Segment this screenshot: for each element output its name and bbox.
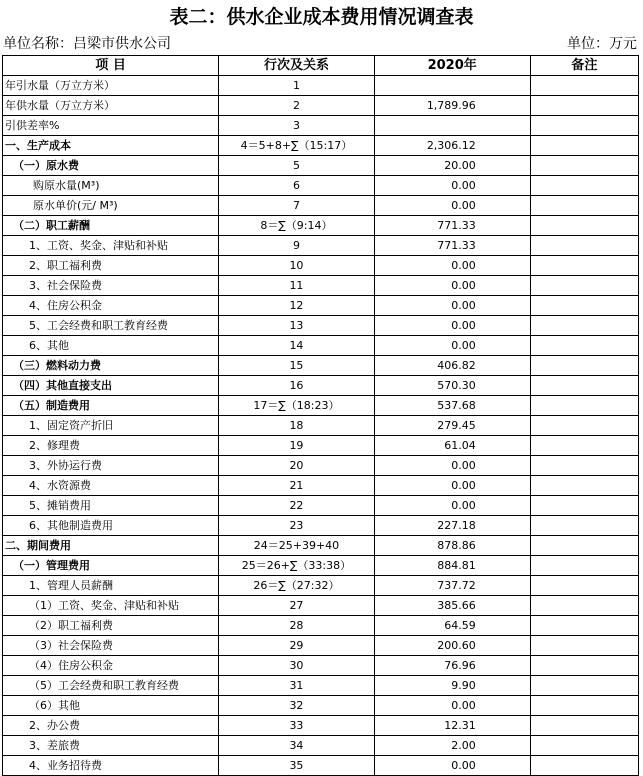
row-value-cell: 12.31: [374, 716, 530, 736]
table-row: [3, 456, 639, 476]
row-remarks-cell: [530, 596, 638, 616]
row-relation-cell: 21: [219, 476, 374, 496]
row-remarks-cell: [530, 176, 638, 196]
row-remarks-cell: [530, 316, 638, 336]
table-row: [3, 736, 639, 756]
table-row: [3, 196, 639, 216]
row-item-cell: 引供差率%: [3, 116, 219, 136]
table-row: [3, 576, 639, 596]
unit-name-label: 单位名称：吕梁市供水公司: [3, 36, 171, 52]
table-row: [3, 656, 639, 676]
row-item-cell: （五）制造费用: [3, 396, 219, 416]
table-row: [3, 376, 639, 396]
row-relation-cell: 30: [219, 656, 374, 676]
row-item-cell: 4、住房公积金: [3, 296, 219, 316]
row-relation-cell: 12: [219, 296, 374, 316]
row-value-cell: 0.00: [374, 256, 530, 276]
row-relation-cell: 28: [219, 616, 374, 636]
row-value-cell: 279.45: [374, 416, 530, 436]
row-relation-cell: 23: [219, 516, 374, 536]
row-item-cell: （1）工资、奖金、津贴和补贴: [3, 596, 219, 616]
row-value-cell: 76.96: [374, 656, 530, 676]
table-row: [3, 416, 639, 436]
table-row: [3, 596, 639, 616]
row-value-cell: 227.18: [374, 516, 530, 536]
row-value-cell: 0.00: [374, 176, 530, 196]
table-row: [3, 176, 639, 196]
row-relation-cell: 22: [219, 496, 374, 516]
row-value-cell: 0.00: [374, 756, 530, 776]
header-year-2020: 2020年: [374, 56, 530, 76]
row-item-cell: （三）燃料动力费: [3, 356, 219, 376]
table-row: [3, 496, 639, 516]
row-relation-cell: 16: [219, 376, 374, 396]
row-relation-cell: 1: [219, 76, 374, 96]
row-relation-cell: 15: [219, 356, 374, 376]
table-row: [3, 76, 639, 96]
row-value-cell: 0.00: [374, 456, 530, 476]
row-relation-cell: 8＝∑（9:14）: [219, 216, 374, 236]
row-remarks-cell: [530, 696, 638, 716]
table-row: [3, 756, 639, 776]
row-remarks-cell: [530, 296, 638, 316]
unit-label: 单位：万元: [567, 36, 637, 52]
row-value-cell: 537.68: [374, 396, 530, 416]
row-value-cell: 0.00: [374, 476, 530, 496]
row-item-cell: 年引水量（万立方米）: [3, 76, 219, 96]
row-remarks-cell: [530, 456, 638, 476]
row-remarks-cell: [530, 336, 638, 356]
row-item-cell: 1、固定资产折旧: [3, 416, 219, 436]
row-value-cell: 0.00: [374, 336, 530, 356]
row-value-cell: 737.72: [374, 576, 530, 596]
row-remarks-cell: [530, 276, 638, 296]
row-remarks-cell: [530, 716, 638, 736]
table-row: [3, 516, 639, 536]
table-row: [3, 156, 639, 176]
row-relation-cell: 18: [219, 416, 374, 436]
row-remarks-cell: [530, 616, 638, 636]
table-row: [3, 696, 639, 716]
row-value-cell: 878.86: [374, 536, 530, 556]
row-item-cell: （一）原水费: [3, 156, 219, 176]
table-row: [3, 256, 639, 276]
row-value-cell: 9.90: [374, 676, 530, 696]
row-remarks-cell: [530, 656, 638, 676]
row-value-cell: 0.00: [374, 696, 530, 716]
row-item-cell: （一）管理费用: [3, 556, 219, 576]
row-relation-cell: 5: [219, 156, 374, 176]
table-row: [3, 136, 639, 156]
row-value-cell: 0.00: [374, 496, 530, 516]
row-value-cell: 20.00: [374, 156, 530, 176]
row-value-cell: 200.60: [374, 636, 530, 656]
row-remarks-cell: [530, 436, 638, 456]
row-remarks-cell: [530, 536, 638, 556]
row-item-cell: 1、管理人员薪酬: [3, 576, 219, 596]
row-value-cell: 1,789.96: [374, 96, 530, 116]
table-row: [3, 316, 639, 336]
row-value-cell: 771.33: [374, 216, 530, 236]
header-relation: 行次及关系: [219, 56, 374, 76]
row-relation-cell: 35: [219, 756, 374, 776]
row-item-cell: 4、业务招待费: [3, 756, 219, 776]
table-row: [3, 676, 639, 696]
row-relation-cell: 32: [219, 696, 374, 716]
row-remarks-cell: [530, 76, 638, 96]
row-value-cell: 771.33: [374, 236, 530, 256]
table-row: [3, 556, 639, 576]
row-value-cell: 0.00: [374, 316, 530, 336]
row-value-cell: 884.81: [374, 556, 530, 576]
row-relation-cell: 20: [219, 456, 374, 476]
row-item-cell: （6）其他: [3, 696, 219, 716]
row-remarks-cell: [530, 396, 638, 416]
row-value-cell: 0.00: [374, 276, 530, 296]
row-remarks-cell: [530, 636, 638, 656]
row-relation-cell: 2: [219, 96, 374, 116]
row-item-cell: （4）住房公积金: [3, 656, 219, 676]
row-remarks-cell: [530, 756, 638, 776]
row-item-cell: 1、工资、奖金、津贴和补贴: [3, 236, 219, 256]
row-item-cell: 5、工会经费和职工教育经费: [3, 316, 219, 336]
row-remarks-cell: [530, 676, 638, 696]
row-relation-cell: 25＝26+∑（33:38）: [219, 556, 374, 576]
header-remarks: 备注: [530, 56, 638, 76]
row-relation-cell: 31: [219, 676, 374, 696]
row-remarks-cell: [530, 576, 638, 596]
row-remarks-cell: [530, 96, 638, 116]
row-item-cell: 6、其他: [3, 336, 219, 356]
row-item-cell: 年供水量（万立方米）: [3, 96, 219, 116]
page-title: 表二：供水企业成本费用情况调查表: [169, 6, 474, 28]
row-relation-cell: 3: [219, 116, 374, 136]
row-value-cell: 61.04: [374, 436, 530, 456]
row-remarks-cell: [530, 516, 638, 536]
row-remarks-cell: [530, 136, 638, 156]
row-relation-cell: 27: [219, 596, 374, 616]
row-item-cell: 5、摊销费用: [3, 496, 219, 516]
table-row: [3, 716, 639, 736]
row-relation-cell: 6: [219, 176, 374, 196]
row-relation-cell: 14: [219, 336, 374, 356]
row-value-cell: 0.00: [374, 196, 530, 216]
table-header-row: [3, 56, 639, 76]
row-item-cell: （5）工会经费和职工教育经费: [3, 676, 219, 696]
row-remarks-cell: [530, 236, 638, 256]
row-item-cell: 二、期间费用: [3, 536, 219, 556]
row-relation-cell: 24＝25+39+40: [219, 536, 374, 556]
row-remarks-cell: [530, 736, 638, 756]
table-row: [3, 356, 639, 376]
table-row: [3, 536, 639, 556]
row-remarks-cell: [530, 216, 638, 236]
row-item-cell: 4、水资源费: [3, 476, 219, 496]
row-item-cell: 购原水量(M³): [3, 176, 219, 196]
row-remarks-cell: [530, 556, 638, 576]
row-remarks-cell: [530, 156, 638, 176]
header-item: 项 目: [3, 56, 219, 76]
row-relation-cell: 26＝∑（27:32）: [219, 576, 374, 596]
row-remarks-cell: [530, 256, 638, 276]
cost-table: [2, 55, 639, 776]
row-remarks-cell: [530, 356, 638, 376]
row-item-cell: 2、修理费: [3, 436, 219, 456]
table-row: [3, 296, 639, 316]
row-relation-cell: 29: [219, 636, 374, 656]
row-value-cell: 0.00: [374, 296, 530, 316]
table-row: [3, 96, 639, 116]
row-item-cell: 原水单价(元/ M³): [3, 196, 219, 216]
row-remarks-cell: [530, 376, 638, 396]
table-row: [3, 276, 639, 296]
row-relation-cell: 7: [219, 196, 374, 216]
row-item-cell: 3、外协运行费: [3, 456, 219, 476]
row-value-cell: 2,306.12: [374, 136, 530, 156]
row-value-cell: 385.66: [374, 596, 530, 616]
row-remarks-cell: [530, 476, 638, 496]
table-row: [3, 436, 639, 456]
row-value-cell: 570.30: [374, 376, 530, 396]
table-row: [3, 616, 639, 636]
row-item-cell: （3）社会保险费: [3, 636, 219, 656]
row-remarks-cell: [530, 196, 638, 216]
row-relation-cell: 9: [219, 236, 374, 256]
row-item-cell: 6、其他制造费用: [3, 516, 219, 536]
table-row: [3, 216, 639, 236]
row-item-cell: 3、差旅费: [3, 736, 219, 756]
row-value-cell: [374, 76, 530, 96]
row-relation-cell: 33: [219, 716, 374, 736]
table-row: [3, 476, 639, 496]
row-relation-cell: 13: [219, 316, 374, 336]
row-relation-cell: 19: [219, 436, 374, 456]
row-item-cell: （2）职工福利费: [3, 616, 219, 636]
row-value-cell: 2.00: [374, 736, 530, 756]
row-value-cell: 406.82: [374, 356, 530, 376]
table-row: [3, 396, 639, 416]
row-relation-cell: 10: [219, 256, 374, 276]
row-remarks-cell: [530, 416, 638, 436]
table-row: [3, 636, 639, 656]
row-item-cell: 2、办公费: [3, 716, 219, 736]
cost-table-body: [3, 56, 639, 776]
row-item-cell: 2、职工福利费: [3, 256, 219, 276]
table-row: [3, 116, 639, 136]
row-item-cell: 一、生产成本: [3, 136, 219, 156]
row-relation-cell: 4＝5+8+∑（15:17）: [219, 136, 374, 156]
row-relation-cell: 34: [219, 736, 374, 756]
table-row: [3, 236, 639, 256]
row-remarks-cell: [530, 496, 638, 516]
row-relation-cell: 17＝∑（18:23）: [219, 396, 374, 416]
row-value-cell: [374, 116, 530, 136]
row-item-cell: 3、社会保险费: [3, 276, 219, 296]
row-item-cell: （四）其他直接支出: [3, 376, 219, 396]
row-item-cell: （二）职工薪酬: [3, 216, 219, 236]
row-value-cell: 64.59: [374, 616, 530, 636]
table-row: [3, 336, 639, 356]
row-relation-cell: 11: [219, 276, 374, 296]
row-remarks-cell: [530, 116, 638, 136]
